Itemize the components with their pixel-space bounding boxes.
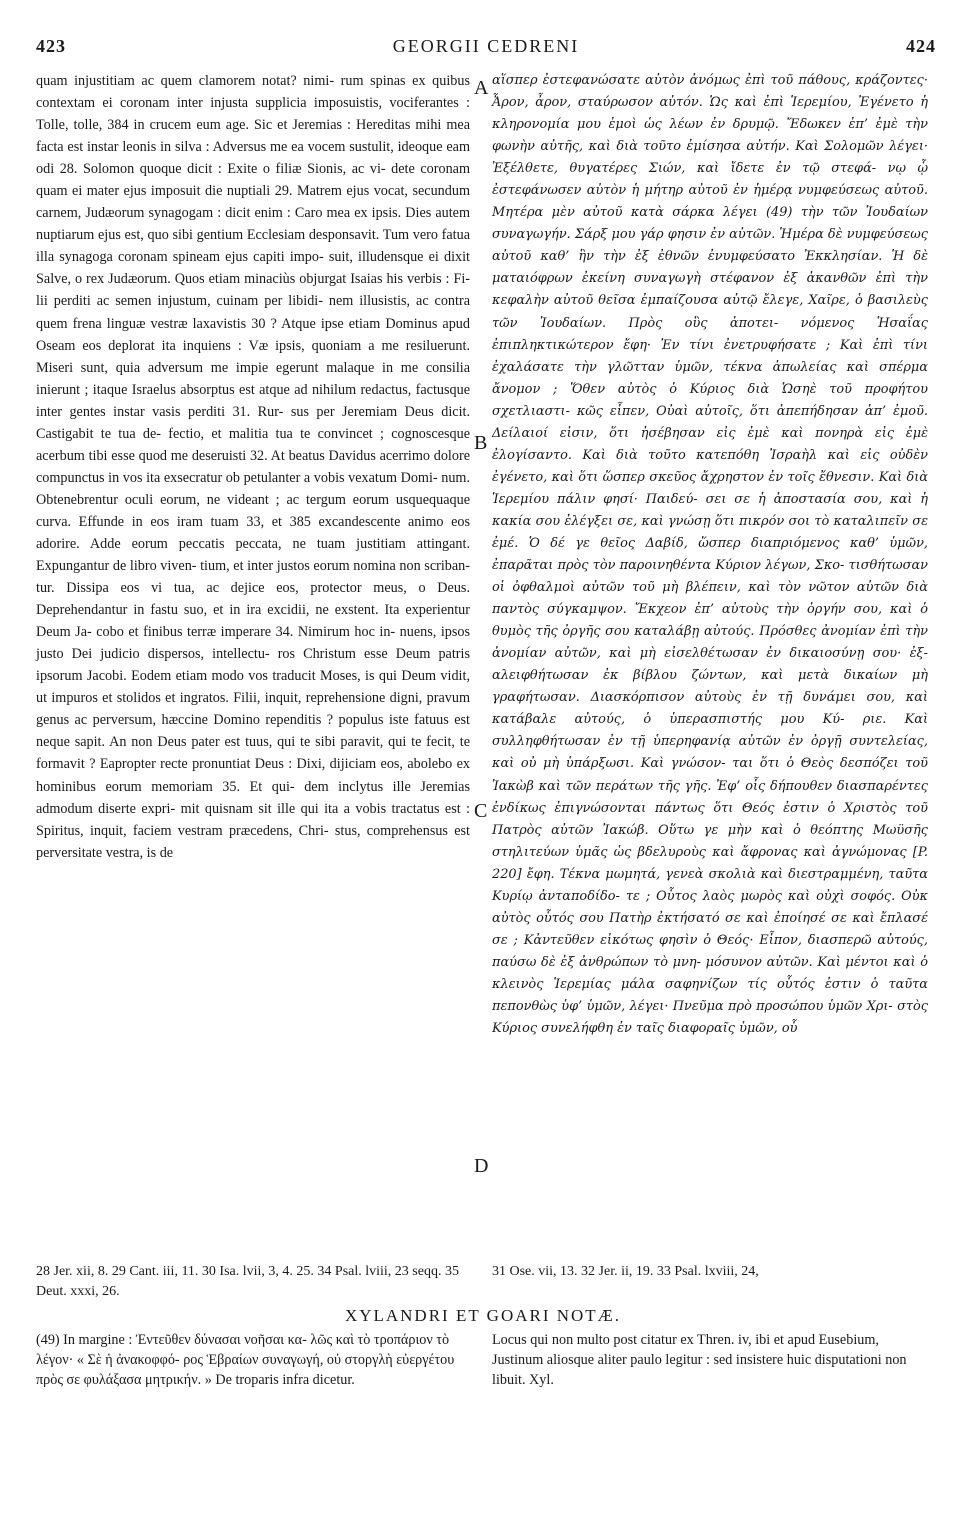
notes-title: XYLANDRI ET GOARI NOTÆ.: [344, 1306, 622, 1325]
margin-marker-d: D: [474, 1155, 489, 1177]
margin-marker-c: C: [474, 800, 488, 822]
footnotes-right: 31 Ose. vii, 13. 32 Jer. ii, 19. 33 Psal. lxviii, 24,: [492, 1264, 759, 1279]
notes-right: [492, 1330, 928, 1390]
margin-marker-b: B: [474, 432, 488, 454]
note-49: (49) In margine : Ἐντεῦθεν δύνασαι νοῆσαι κα- λῶς καὶ τὸ τροπάριον τὸ λέγον· « Σὲ ἡ ἀνακοφφό- ρος Ἑβραίων συναγωγή, οὐ στοργλὴ εὐεργέτου πρὸς σε φυλάξασα μητρικήν. » De troparis infra dicetur.: [36, 1332, 455, 1388]
greek-text: αἵσπερ ἐστεφανώσατε αὐτὸν ἀνόμως ἐπὶ τοῦ πάθους, κράζοντες· Ἆρον, ἆρον, σταύρωσον αὐτόν. Ὡς καὶ ἐπὶ Ἱερεμίου, Ἐγένετο ἡ κληρονομία μου ἐμοὶ ὡς λέων ἐν δρυμῷ. Ἔδωκεν ἐπ’ ἐμὲ τὴν φωνὴν αὐτῆς, καὶ διὰ τοῦτο ἐμίσησα αὐτήν. Καὶ Σολομῶν λέγει· Ἐξέλθετε, θυγατέρες Σιών, καὶ ἴδετε ἐν τῷ στεφά- νῳ ᾧ ἐστεφάνωσεν αὐτὸν ἡ μήτηρ αὐτοῦ ἐν ἡμέρᾳ νυμφεύσεως αὐτοῦ. Μητέρα μὲν αὐτοῦ κατὰ σάρκα λέγει (49) τὴν τῶν Ἰουδαίων συναγωγήν. Σάρξ μου γάρ φησιν ἐν αὐτῶν. Ἡμέρα δὲ νυμφεύσεως αὐτοῦ καθ’ ἣν τὴν ἐξ ἐθνῶν ἐνυμφεύσατο Ἐκκλησίαν. Ἡ δὲ ματαιόφρων ἐκείνη συναγωγὴ στέφανον ἐξ ἀκανθῶν ἐπὶ τὴν κεφαλὴν αὐτοῦ θεῖσα ἐμπαίζουσα αὐτῷ ἔλεγε, Χαῖρε, ὁ βασιλεὺς τῶν Ἰουδαίων. Πρὸς οὓς ἀποτει- νόμενος Ἡσαΐας ἐπιπληκτικώτερον ἔφη· Ἐν τίνι ἐνετρυφήσατε ; Καὶ ἐπὶ τίνι ἐχαλάσατε τὴν γλῶτταν ὑμῶν, τέκνα ἀπωλείας καὶ σπέρμα ἄνομον ; Ὅθεν αὐτὸς ὁ Κύριος διὰ Ὡσηὲ τοῦ προφήτου σχετλιαστι- κῶς εἶπεν, Οὐαὶ αὐτοῖς, ὅτι ἀπεπήδησαν ἀπ’ ἐμοῦ. Δείλαιοί εἰσιν, ὅτι ἠσέβησαν εἰς ἐμὲ καὶ πονηρὰ εἰς ἐμὲ ἐλογίσαντο. Καὶ διὰ τοῦτο κατεπόθη Ἰσραὴλ καὶ εἰς οὐδὲν ἐγένετο, καὶ ὅτι ὥσπερ σκεῦος ἄχρηστον ἐν τοῖς ἔθνεσιν. Καὶ διὰ Ἱερεμίου πάλιν φησί· Παιδεύ- σει σε ἡ ἀποστασία σου, καὶ ἡ κακία σου ἐλέγξει σε, καὶ γνώσῃ ὅτι πικρόν σοι τὸ καταλιπεῖν σε ἐμέ. Ὁ δέ γε θεῖος Δαβίδ, ὥσπερ διαπριόμενος καθ’ ὑμῶν, ἐπαρᾶται πρὸς τὸν παροινηθέντα Κύριον λέγων, Σκο- τισθήτωσαν οἱ ὀφθαλμοὶ αὐτῶν τοῦ μὴ βλέπειν, καὶ τὸν νῶτον αὐτῶν διὰ παντὸς σύγκαμψον. Ἔκχεον ἐπ’ αὐτοὺς τὴν ὀργήν σου, καὶ ὁ θυμὸς τῆς ὀργῆς σου καταλάβῃ αὐτούς. Πρόσθες ἀνομίαν ἐπὶ τὴν ἀνομίαν αὐτῶν, καὶ μὴ εἰσελθέτωσαν ἐν δικαιοσύνῃ σου· ἐξ- αλειφθήτωσαν ἐκ βίβλου ζώντων, καὶ μετὰ δικαίων μὴ γραφήτωσαν. Διασκόρπισον αὐτοὺς ἐν τῇ δυνάμει σου, καὶ κατάβαλε αὐτούς, ὁ ὑπερασπιστής μου Κύ- ριε. Καὶ συλληφθήτωσαν ἐν τῇ ὑπερηφανίᾳ αὐτῶν ἐν ὀργῇ συντελείας, καὶ οὐ μὴ ὑπάρξωσι. Καὶ γνώσον- ται ὅτι ὁ Θεὸς δεσπόζει τοῦ Ἰακὼβ καὶ τῶν περάτων τῆς γῆς. Ἐφ’ οἷς δήπουθεν διασπαρέντες ἐνδίκως ἐπιγνώσονται πάντως ὅτι Θεός ἐστιν ὁ Χριστὸς τοῦ Πατρὸς αὐτῶν Ἰακώβ. Οὕτω γε μὴν καὶ ὁ θεόπτης Μωϋσῆς στηλιτεύων ὑμᾶς ὡς βδελυροὺς καὶ ἄφρονας καὶ ἀγνώμονας [P. 220] ἔφη. Τέκνα μωμητά, γενεὰ σκολιὰ καὶ διεστραμμένη, ταῦτα Κυρίῳ ἀνταποδίδο- τε ; Οὗτος λαὸς μωρὸς καὶ οὐχὶ σοφός. Οὐκ αὐτὸς οὗτός σου Πατὴρ ἐκτήσατό σε καὶ ἐποίησέ σε καὶ ἔπλασέ σε ; Κἀντεῦθεν εἰκότως φησὶν ὁ Θεός· Εἶπον, διασπερῶ αὐτούς, παύσω δὲ ἐξ ἀνθρώπων τὸ μνη- μόσυνον αὐτῶν. Καὶ μέντοι καὶ ὁ κλεινὸς Ἱερεμίας μάλα σαφηνίζων τίς οὗτός ἐστιν ὁ ταῦτα πεπονθὼς ὑφ’ ὑμῶν, λέγει· Πνεῦμα πρὸ προσώπου ὑμῶν Χρι- στὸς Κύριος συνελήφθη ἐν ταῖς διαφοραῖς ὑμῶν, οὗ: [492, 73, 928, 1037]
greek-column: [492, 70, 928, 1040]
margin-marker-a: A: [474, 77, 489, 99]
page-header: [36, 36, 936, 62]
latin-column: [36, 70, 470, 864]
left-page-number: 423: [36, 36, 66, 56]
note-xylander: Locus qui non multo post citatur ex Thren. iv, ibi et apud Eusebium, Justinum aliosque aliter paulo legitur : sed insistere huic disputationi non libuit. Xyl.: [492, 1332, 907, 1388]
notes-left: [36, 1330, 470, 1390]
latin-text: quam injustitiam ac quem clamorem notat? nimi- rum spinas ex quibus contextam ei coronam inter injusta supplicia imposuistis, vociferantes : Tolle, tolle, 384 in crucem eum age. Sic et Jeremias : Hereditas mihi mea facta est instar leonis in silva : Adversus me ea vocem sustulit, ideoque eam odi 28. Solomon quoque dicit : Exite o filiæ Sionis, ac vi- dete coronam quam ei mater ejus imposuit die nuptiali 29. Matrem ejus vocat, secundum carnem, Judæorum synagogam : dicit enim : Caro mea ex ipsis. Dies autem nuptiarum ejus est, quo sibi gentium Ecclesiam desponsavit. Tum vero fatua illa synagoga coronam spineam ejus capiti impo- suit, illudensque ei dixit Salve, o rex Judæorum. Quos etiam minaciùs objurgat Isaias his verbis : Fi- lii perditi ac semen injustum, cuinam per libidi- nem illusistis, ac contra quem frena linguæ vestræ laxavistis 30 ? Atque ipse etiam Dominus apud Oseam eos deplorat ita inquiens : Væ ipsis, quoniam a me resiluerunt. Miseri sunt, quia adversum me impie egerunt malaque in me consilia inierunt ; itaque Israelus absorptus est atque ad nihilum redactus, factusque inter gentes instar vasis perditi 31. Rur- sus per Jeremiam Deus dicit. Castigabit te tua de- fectio, et malitia tua te convincet ; cognoscesque acerbum tibi esse quod me deseruisti 32. At beatus Davidus acerrimo dolore compunctus in vos ita exsecratur ob petulanter a vobis vexatum Domi- num. Obtenebrentur oculi eorum, ne videant ; ac tergum eorum usquequaque curva. Effunde in eos iram tuam 33, et 385 excandescente animo eos adorire. Adde eorum peccatis peccata, ne tuam justitiam attingant. Expungantur de libro viven- tium, et inter justos eorum nomina non scriban- tur. Dissipa eos vi tua, ac dejice eos, protector meus, o Deus. Deprehendantur in fastu suo, et in ira excidii, ne exstent. Ita experientur Deum Ja- cobo et finibus terræ imperare 34. Nimirum hoc in- nuens, ipsos justo Dei judicio dispersos, intellectu- ros Christum esse Deum patris ipsorum Jacobi. Eodem etiam modo vos traducit Moses, is qui Deum vidit, ut impuros et stolidos et ingratos. Filii, inquit, reprehensione digni, pravum genus ac perversum, hæccine Domino rependitis ? populus iste fatuus est neque sapit. An non Deus pater est tuus, qui te sibi paravit, qui te fecit, te formavit ? Eapropter recte pronuntiat Deus : Dixi, dijiciam eos, abolebo ex hominibus eorum memoriam 35. Et qui- dem inclytus ille Jeremias admodum diserte expri- mit quisnam sit ille qui ita a vobis tractatus est : Spiritus, inquit, faciem vestram præcedens, Chri- stus, comprehensus est perversitate vestra, is de: [36, 73, 470, 861]
footnotes-left: 28 Jer. xii, 8. 29 Cant. iii, 11. 30 Isa. lvii, 3, 4. 25. 34 Psal. lviii, 23 seqq. 35 Deut. xxxi, 26.: [36, 1264, 459, 1299]
running-title: GEORGII CEDRENI: [392, 36, 580, 56]
right-page-number: 424: [906, 36, 936, 56]
